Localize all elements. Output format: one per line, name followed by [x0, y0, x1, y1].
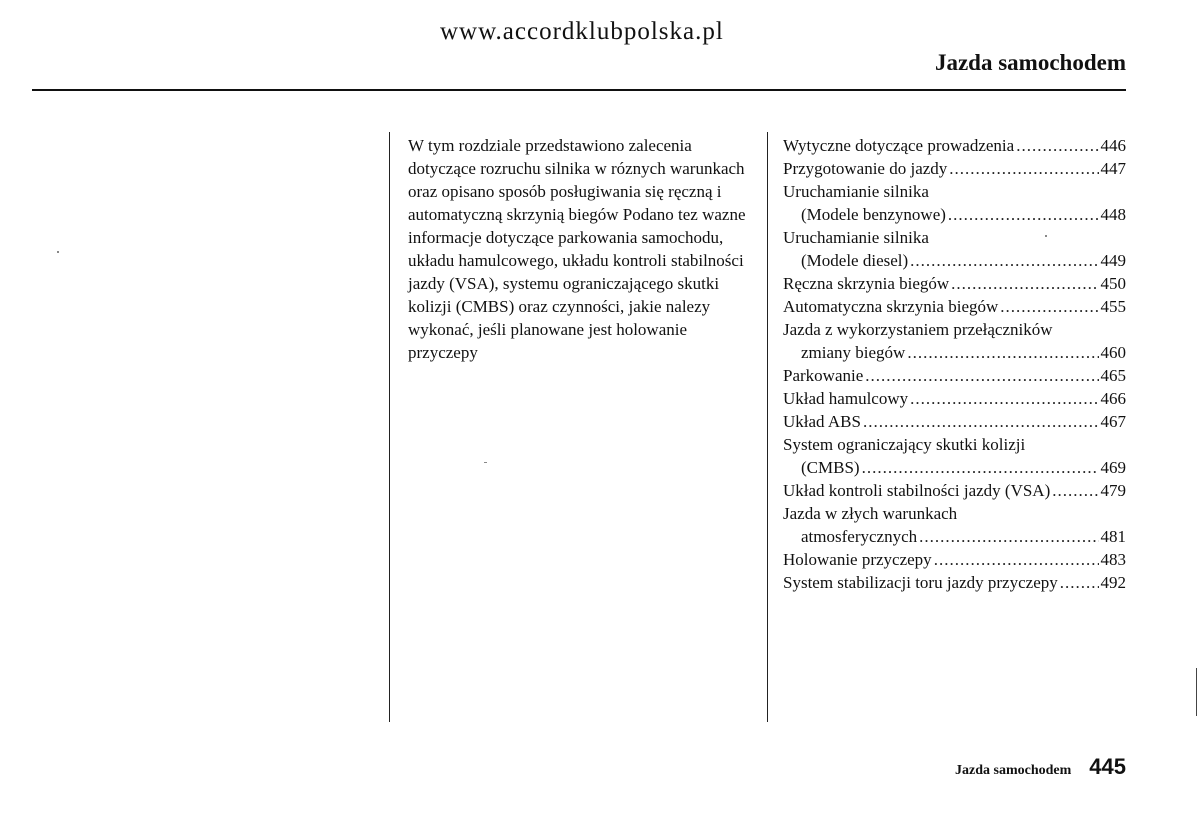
toc-entry-line	[783, 203, 1126, 226]
toc-entry-page: 448	[1100, 205, 1126, 224]
toc-leader-dots	[934, 548, 1099, 571]
toc-entry-line	[783, 341, 1126, 364]
toc-leader-dots	[1000, 295, 1098, 318]
toc-entry-title: (Modele diesel)	[801, 251, 909, 270]
toc-entry-line	[783, 318, 1126, 341]
toc-entry	[783, 318, 1126, 364]
toc-entry-title: Jazda w złych warunkach	[783, 504, 958, 523]
toc-column-rule	[767, 132, 768, 722]
toc-entry-title: Wytyczne dotyczące prowadzenia	[783, 136, 1015, 155]
toc-entry-page: 447	[1100, 159, 1126, 178]
toc-leader-dots	[910, 249, 1098, 272]
header-url: www.accordklubpolska.pl	[440, 18, 724, 45]
header-rule	[32, 89, 1126, 91]
toc-entry-page: 446	[1100, 136, 1126, 155]
toc-entry-page: 465	[1100, 366, 1126, 385]
toc-entry-page: 455	[1100, 297, 1126, 316]
toc-leader-dots	[907, 341, 1098, 364]
toc-entry-page: 467	[1100, 412, 1126, 431]
toc-entry-line	[783, 502, 1126, 525]
toc-entry-title: zmiany biegów	[801, 343, 906, 362]
toc-entry-page: 466	[1100, 389, 1126, 408]
toc-entry	[783, 295, 1126, 318]
toc-entry-title: Uruchamianie silnika	[783, 182, 929, 201]
toc-entry-line	[783, 295, 1126, 318]
toc-entry-title: Parkowanie	[783, 366, 864, 385]
toc-entry-title: Układ ABS	[783, 412, 861, 431]
toc-leader-dots	[865, 364, 1098, 387]
intro-column-rule	[389, 132, 390, 722]
toc-entry-title: (Modele benzynowe)	[801, 205, 946, 224]
toc-entry	[783, 387, 1126, 410]
toc-leader-dots	[1016, 134, 1098, 157]
toc-entry-page: 450	[1100, 274, 1126, 293]
scan-speck	[484, 462, 487, 463]
toc-entry-page: 479	[1100, 481, 1126, 500]
toc-entry	[783, 364, 1126, 387]
toc-leader-dots	[862, 456, 1099, 479]
toc-entry	[783, 226, 1126, 272]
toc-entry	[783, 157, 1126, 180]
toc-entry-page: 469	[1100, 458, 1126, 477]
toc-entry-line	[783, 548, 1126, 571]
toc-entry	[783, 410, 1126, 433]
toc-entry-line	[783, 272, 1126, 295]
toc-entry-line	[783, 157, 1126, 180]
toc-entry-title: Holowanie przyczepy	[783, 550, 932, 569]
toc-entry	[783, 571, 1126, 594]
toc-entry-title: Jazda z wykorzystaniem przełączników	[783, 320, 1053, 339]
toc-entry-line	[783, 525, 1126, 548]
toc-entry	[783, 502, 1126, 548]
scan-speck	[57, 251, 59, 253]
toc-leader-dots	[949, 157, 1098, 180]
toc-entry-line	[783, 433, 1126, 456]
toc-entry	[783, 134, 1126, 157]
toc-entry-line	[783, 134, 1126, 157]
toc-entry-title: (CMBS)	[801, 458, 860, 477]
toc-entry-title: System stabilizacji toru jazdy przyczepy	[783, 573, 1058, 592]
toc-entry-title: Przygotowanie do jazdy	[783, 159, 948, 178]
toc-entry-line	[783, 479, 1126, 502]
table-of-contents	[783, 134, 1126, 594]
toc-leader-dots	[1052, 479, 1098, 502]
toc-leader-dots	[951, 272, 1098, 295]
toc-entry-line	[783, 456, 1126, 479]
toc-entry	[783, 180, 1126, 226]
toc-entry-title: Układ kontroli stabilności jazdy (VSA)	[783, 481, 1051, 500]
toc-entry-line	[783, 226, 1126, 249]
toc-entry-line	[783, 571, 1126, 594]
toc-entry-title: Ręczna skrzynia biegów	[783, 274, 950, 293]
toc-entry-title: Uruchamianie silnika	[783, 228, 929, 247]
footer-section-label: Jazda samochodem	[955, 763, 1072, 778]
toc-entry-line	[783, 180, 1126, 203]
toc-entry-line	[783, 410, 1126, 433]
toc-entry-title: Układ hamulcowy	[783, 389, 909, 408]
toc-entry-page: 483	[1100, 550, 1126, 569]
scan-edge-mark	[1196, 668, 1197, 716]
toc-entry-page: 492	[1100, 573, 1126, 592]
toc-entry-title: System ograniczający skutki kolizji	[783, 435, 1026, 454]
section-title: Jazda samochodem	[934, 50, 1126, 75]
toc-entry-page: 460	[1100, 343, 1126, 362]
toc-entry	[783, 548, 1126, 571]
toc-entry-line	[783, 387, 1126, 410]
toc-entry-title: atmosferycznych	[801, 527, 918, 546]
toc-entry	[783, 479, 1126, 502]
toc-entry-page: 481	[1100, 527, 1126, 546]
toc-entry	[783, 433, 1126, 479]
toc-entry	[783, 272, 1126, 295]
toc-entry-line	[783, 249, 1126, 272]
toc-leader-dots	[948, 203, 1099, 226]
toc-leader-dots	[919, 525, 1098, 548]
toc-entry-title: Automatyczna skrzynia biegów	[783, 297, 999, 316]
intro-paragraph: W tym rozdziale przedstawiono zalecenia dotyczące rozruchu silnika w róznych warunkach oraz opisano sposób posługiwania się ręczną i automatyczną skrzynią biegów Podano tez wazne informacje dotyczące parkowania samochodu, układu hamulcowego, układu kontroli stabilności jazdy (VSA), systemu ograniczającego skutki kolizji (CMBS) oraz czynności, jakie nalezy wykonać, jeśli planowane jest holowanie przyczepy	[408, 136, 746, 362]
toc-leader-dots	[910, 387, 1098, 410]
page-footer	[955, 754, 1126, 780]
toc-leader-dots	[1060, 571, 1099, 594]
toc-entry-page: 449	[1100, 251, 1126, 270]
page-number: 445	[1089, 754, 1126, 779]
toc-leader-dots	[863, 410, 1099, 433]
scan-speck	[1045, 235, 1047, 237]
toc-entry-line	[783, 364, 1126, 387]
